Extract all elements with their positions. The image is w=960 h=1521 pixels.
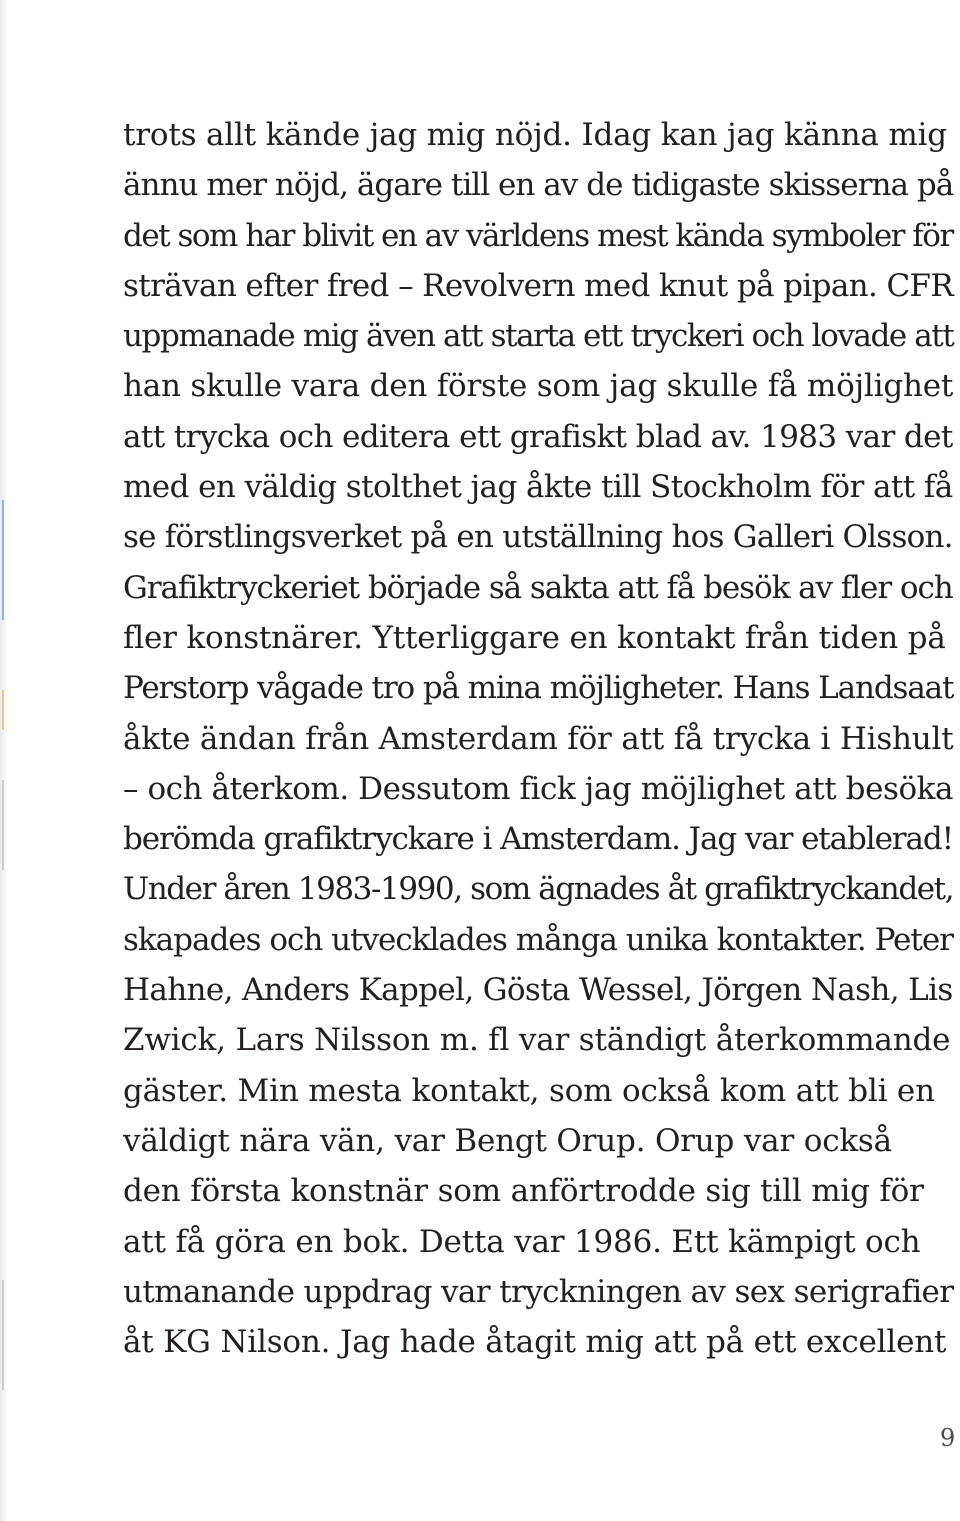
- text-line: utmanande uppdrag var tryckningen av sex serigrafier: [123, 1273, 954, 1310]
- text-line: väldigt nära vän, var Bengt Orup. Orup var också: [123, 1122, 892, 1159]
- text-line: trots allt kände jag mig nöjd. Idag kan jag känna mig: [123, 117, 947, 153]
- page-number: 9: [940, 1424, 956, 1452]
- text-line: Perstorp vågade tro på mina möjligheter. Hans Landsaat: [123, 670, 954, 707]
- body-text: [123, 110, 953, 1367]
- text-line: Under åren 1983-1990, som ägnades åt grafiktryckandet,: [123, 871, 954, 908]
- text-line: Hahne, Anders Kappel, Gösta Wessel, Jörgen Nash, Lis: [123, 972, 953, 1009]
- text-line: att få göra en bok. Detta var 1986. Ett kämpigt och: [123, 1223, 921, 1260]
- edge-mark: [2, 500, 4, 620]
- text-line: det som har blivit en av världens mest kända symboler för: [123, 217, 953, 254]
- text-line: åkte ändan från Amsterdam för att få trycka i Hishult: [123, 720, 954, 757]
- text-line: berömda grafiktryckare i Amsterdam. Jag var etablerad!: [123, 821, 953, 858]
- text-line: fler konstnärer. Ytterliggare en kontakt från tiden på: [123, 619, 946, 656]
- edge-mark: [2, 1280, 4, 1390]
- text-line: ännu mer nöjd, ägare till en av de tidigaste skisserna på: [123, 167, 954, 204]
- edge-mark: [2, 690, 4, 730]
- edge-mark: [2, 780, 4, 870]
- binding-edge: [0, 0, 8, 1521]
- text-line: skapades och utvecklades många unika kontakter. Peter: [123, 921, 953, 958]
- text-line: åt KG Nilson. Jag hade åtagit mig att på ett excellent: [123, 1324, 947, 1361]
- text-line: Grafiktryckeriet började så sakta att få besök av fler och: [123, 569, 953, 606]
- text-line: Zwick, Lars Nilsson m. fl var ständigt återkommande: [123, 1022, 951, 1059]
- text-line: se förstlingsverket på en utställning hos Galleri Olsson.: [123, 519, 953, 556]
- text-line: strävan efter fred – Revolvern med knut på pipan. CFR: [123, 267, 954, 304]
- text-line: gäster. Min mesta kontakt, som också kom att bli en: [123, 1072, 935, 1109]
- text-line: han skulle vara den förste som jag skulle få möjlighet: [123, 368, 954, 405]
- text-line: – och återkom. Dessutom fick jag möjlighet att besöka: [123, 770, 954, 807]
- text-line: med en väldig stolthet jag åkte till Stockholm för att få: [123, 469, 953, 506]
- text-line: den första konstnär som anförtrodde sig till mig för: [123, 1173, 924, 1210]
- text-line: att trycka och editera ett grafiskt blad av. 1983 var det: [123, 418, 953, 455]
- text-line: uppmanade mig även att starta ett tryckeri och lovade att: [123, 318, 954, 355]
